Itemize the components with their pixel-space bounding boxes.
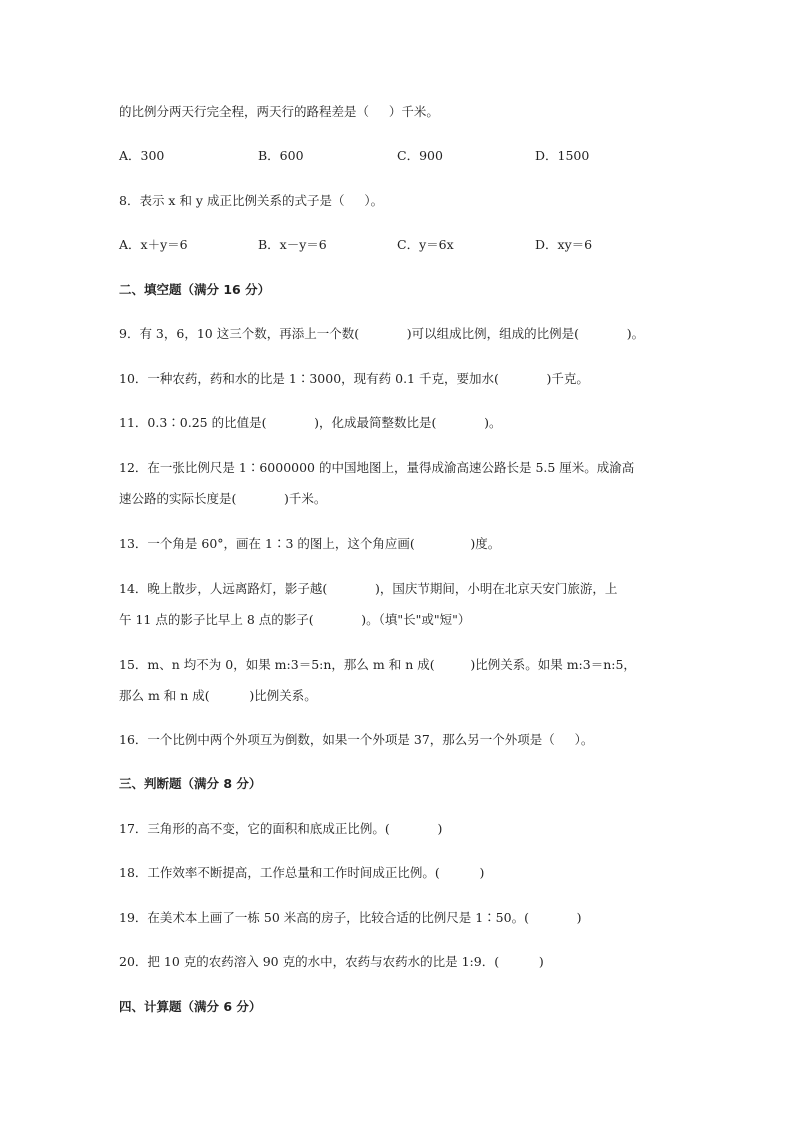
question-16: 16．一个比例中两个外项互为倒数，如果一个外项是 37，那么另一个外项是（ ）。 bbox=[119, 732, 594, 747]
q7-option-c: C．900 bbox=[397, 148, 443, 163]
question-10: 10．一种农药，药和水的比是 1∶3000，现有药 0.1 千克，要加水( )千克。 bbox=[119, 371, 589, 386]
question-12-line-2: 速公路的实际长度是( )千米。 bbox=[119, 491, 327, 506]
question-14-line-2: 午 11 点的影子比早上 8 点的影子( )。（填"长"或"短"） bbox=[119, 612, 471, 627]
question-12-line-1: 12．在一张比例尺是 1∶6000000 的中国地图上，量得成渝高速公路长是 5.5 厘米。成渝高 bbox=[119, 460, 635, 475]
question-7-continuation: 的比例分两天行完全程，两天行的路程差是（ ）千米。 bbox=[119, 104, 439, 119]
question-15-line-2: 那么 m 和 n 成( )比例关系。 bbox=[119, 688, 317, 703]
question-11: 11．0.3∶0.25 的比值是( )，化成最简整数比是( )。 bbox=[119, 415, 502, 430]
question-9: 9．有 3，6，10 这三个数，再添上一个数( )可以组成比例，组成的比例是( )。 bbox=[119, 326, 645, 341]
q8-option-d: D．xy＝6 bbox=[535, 237, 593, 252]
question-15-line-1: 15．m、n 均不为 0，如果 m:3＝5:n，那么 m 和 n 成( )比例关系。如果 m:3＝n:5， bbox=[119, 657, 636, 672]
q7-option-b: B．600 bbox=[258, 148, 304, 163]
question-20: 20．把 10 克的农药溶入 90 克的水中，农药与农药水的比是 1:9．( ) bbox=[119, 954, 544, 969]
section-heading-true-false: 三、判断题（满分 8 分） bbox=[119, 776, 262, 791]
question-17: 17．三角形的高不变，它的面积和底成正比例。( ) bbox=[119, 821, 443, 836]
q7-option-a: A．300 bbox=[119, 148, 165, 163]
question-19: 19．在美术本上画了一栋 50 米高的房子，比较合适的比例尺是 1∶50。( ) bbox=[119, 910, 582, 925]
question-8: 8．表示 x 和 y 成正比例关系的式子是（ ）。 bbox=[119, 193, 384, 208]
question-14-line-1: 14．晚上散步，人远离路灯，影子越( )，国庆节期间，小明在北京天安门旅游，上 bbox=[119, 581, 618, 596]
section-heading-fill-blank: 二、填空题（满分 16 分） bbox=[119, 282, 271, 297]
q7-option-d: D．1500 bbox=[535, 148, 590, 163]
section-heading-calculation: 四、计算题（满分 6 分） bbox=[119, 999, 262, 1014]
question-18: 18．工作效率不断提高，工作总量和工作时间成正比例。( ) bbox=[119, 865, 485, 880]
question-13: 13．一个角是 60°，画在 1∶3 的图上，这个角应画( )度。 bbox=[119, 536, 501, 551]
q8-option-a: A．x＋y＝6 bbox=[119, 237, 188, 252]
q8-option-c: C．y＝6x bbox=[397, 237, 454, 252]
q8-option-b: B．x－y＝6 bbox=[258, 237, 327, 252]
